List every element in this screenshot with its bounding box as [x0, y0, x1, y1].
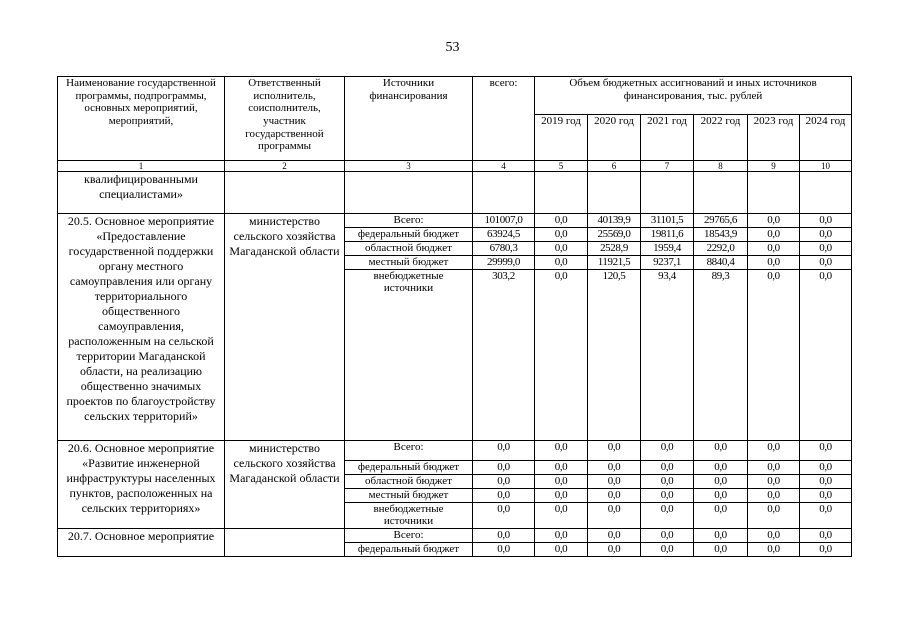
value-2023: 0,0	[748, 228, 800, 242]
value-2024: 0,0	[800, 228, 852, 242]
header-year: 2024 год	[800, 115, 852, 161]
value-2021: 0,0	[641, 543, 694, 557]
value-2024: 0,0	[800, 475, 852, 489]
funding-source: внебюджетные источники	[345, 503, 473, 529]
column-number: 6	[588, 161, 641, 172]
value-2021: 1959,4	[641, 242, 694, 256]
value-2023: 0,0	[748, 441, 800, 461]
table-row	[58, 529, 852, 543]
value-total: 29999,0	[473, 256, 535, 270]
activity-name: 20.6. Основное мероприятие «Развитие инженерной инфраструктуры населенных пунктов, расположенных на сельских территориях»	[58, 441, 225, 529]
value-2023: 0,0	[748, 543, 800, 557]
value-2019: 0,0	[535, 543, 588, 557]
value-2020: 11921,5	[588, 256, 641, 270]
continuation-row	[58, 172, 852, 214]
value-2021: 0,0	[641, 475, 694, 489]
header-name: Наименование государственной программы, подпрограммы, основных мероприятий, мероприятий,	[58, 77, 225, 161]
funding-source: внебюджетные источники	[345, 270, 473, 441]
column-number: 3	[345, 161, 473, 172]
value-2021: 0,0	[641, 529, 694, 543]
value-2020: 0,0	[588, 441, 641, 461]
table-row	[58, 441, 852, 461]
funding-source: федеральный бюджет	[345, 228, 473, 242]
value-2024: 0,0	[800, 503, 852, 529]
responsible-executor: министерство сельского хозяйства Магаданской области	[225, 441, 345, 529]
activity-name: квалифицированными специалистами»	[58, 172, 225, 214]
value-total: 6780,3	[473, 242, 535, 256]
value-2022: 0,0	[694, 529, 748, 543]
funding-source: местный бюджет	[345, 256, 473, 270]
header-year: 2023 год	[748, 115, 800, 161]
header-sources: Источники финансирования	[345, 77, 473, 161]
value-2021: 19811,6	[641, 228, 694, 242]
value-2022: 89,3	[694, 270, 748, 441]
funding-source: Всего:	[345, 529, 473, 543]
column-number: 10	[800, 161, 852, 172]
value-2019: 0,0	[535, 461, 588, 475]
column-number: 1	[58, 161, 225, 172]
funding-source: федеральный бюджет	[345, 461, 473, 475]
value-2020: 0,0	[588, 475, 641, 489]
column-number: 8	[694, 161, 748, 172]
value-total: 0,0	[473, 503, 535, 529]
value-2020: 120,5	[588, 270, 641, 441]
value-2022: 0,0	[694, 475, 748, 489]
value-2024: 0,0	[800, 489, 852, 503]
value-2019: 0,0	[535, 503, 588, 529]
value-2021: 0,0	[641, 503, 694, 529]
value-2024: 0,0	[800, 214, 852, 228]
column-number: 2	[225, 161, 345, 172]
value-2024: 0,0	[800, 529, 852, 543]
activity-name: 20.5. Основное мероприятие «Предоставление государственной поддержки органу местного самоуправления или органу территориального общественного самоуправления, расположенным на сельской территории Магаданской области, на реализацию общественно значимых проектов по благоустройству сельских территорий»	[58, 214, 225, 441]
value-2024: 0,0	[800, 441, 852, 461]
value-2023: 0,0	[748, 214, 800, 228]
value-2023: 0,0	[748, 242, 800, 256]
value-2021: 0,0	[641, 461, 694, 475]
funding-source: федеральный бюджет	[345, 543, 473, 557]
responsible-executor: министерство сельского хозяйства Магаданской области	[225, 214, 345, 441]
value-2022: 0,0	[694, 489, 748, 503]
value-total: 0,0	[473, 489, 535, 503]
value-2021: 0,0	[641, 489, 694, 503]
header-year: 2019 год	[535, 115, 588, 161]
value-total: 0,0	[473, 529, 535, 543]
activity-name: 20.7. Основное мероприятие	[58, 529, 225, 557]
value-2024: 0,0	[800, 270, 852, 441]
value-2022: 0,0	[694, 503, 748, 529]
funding-source: Всего:	[345, 214, 473, 228]
value-total: 0,0	[473, 441, 535, 461]
value-2019: 0,0	[535, 489, 588, 503]
value-2023: 0,0	[748, 489, 800, 503]
value-2020: 0,0	[588, 529, 641, 543]
value-2020: 40139,9	[588, 214, 641, 228]
header-year: 2022 год	[694, 115, 748, 161]
header-year: 2020 год	[588, 115, 641, 161]
value-2019: 0,0	[535, 228, 588, 242]
value-2020: 0,0	[588, 503, 641, 529]
value-2022: 8840,4	[694, 256, 748, 270]
value-2022: 0,0	[694, 543, 748, 557]
funding-source: областной бюджет	[345, 242, 473, 256]
value-total: 0,0	[473, 461, 535, 475]
column-number: 7	[641, 161, 694, 172]
value-2024: 0,0	[800, 256, 852, 270]
value-2023: 0,0	[748, 461, 800, 475]
value-total: 101007,0	[473, 214, 535, 228]
value-2020: 0,0	[588, 489, 641, 503]
value-2021: 0,0	[641, 441, 694, 461]
funding-source: Всего:	[345, 441, 473, 461]
value-2021: 9237,1	[641, 256, 694, 270]
value-2022: 0,0	[694, 441, 748, 461]
value-2023: 0,0	[748, 270, 800, 441]
value-2019: 0,0	[535, 242, 588, 256]
funding-source: местный бюджет	[345, 489, 473, 503]
value-2019: 0,0	[535, 529, 588, 543]
value-total: 303,2	[473, 270, 535, 441]
value-2019: 0,0	[535, 441, 588, 461]
value-2020: 0,0	[588, 461, 641, 475]
table-row	[58, 214, 852, 228]
column-number: 4	[473, 161, 535, 172]
header-year: 2021 год	[641, 115, 694, 161]
value-2022: 0,0	[694, 461, 748, 475]
value-2024: 0,0	[800, 543, 852, 557]
value-2021: 31101,5	[641, 214, 694, 228]
budget-table	[57, 76, 852, 557]
column-number: 9	[748, 161, 800, 172]
value-2019: 0,0	[535, 475, 588, 489]
page-number: 53	[445, 40, 460, 55]
column-numbers-row	[58, 161, 852, 172]
responsible-executor	[225, 529, 345, 557]
value-total: 0,0	[473, 543, 535, 557]
value-2022: 18543,9	[694, 228, 748, 242]
header-total: всего:	[473, 77, 535, 161]
value-2020: 2528,9	[588, 242, 641, 256]
column-number: 5	[535, 161, 588, 172]
value-2023: 0,0	[748, 256, 800, 270]
value-2019: 0,0	[535, 256, 588, 270]
value-2024: 0,0	[800, 461, 852, 475]
value-2022: 2292,0	[694, 242, 748, 256]
value-2019: 0,0	[535, 214, 588, 228]
value-2024: 0,0	[800, 242, 852, 256]
value-2023: 0,0	[748, 529, 800, 543]
value-2021: 93,4	[641, 270, 694, 441]
value-2023: 0,0	[748, 503, 800, 529]
value-total: 63924,5	[473, 228, 535, 242]
value-2023: 0,0	[748, 475, 800, 489]
value-total: 0,0	[473, 475, 535, 489]
value-2020: 25569,0	[588, 228, 641, 242]
funding-source: областной бюджет	[345, 475, 473, 489]
value-2020: 0,0	[588, 543, 641, 557]
value-2022: 29765,6	[694, 214, 748, 228]
header-responsible: Ответственный исполнитель, соисполнитель, участник государственной программы	[225, 77, 345, 161]
header-group: Объем бюджетных ассигнований и иных источников финансирования, тыс. рублей	[535, 77, 852, 115]
value-2019: 0,0	[535, 270, 588, 441]
